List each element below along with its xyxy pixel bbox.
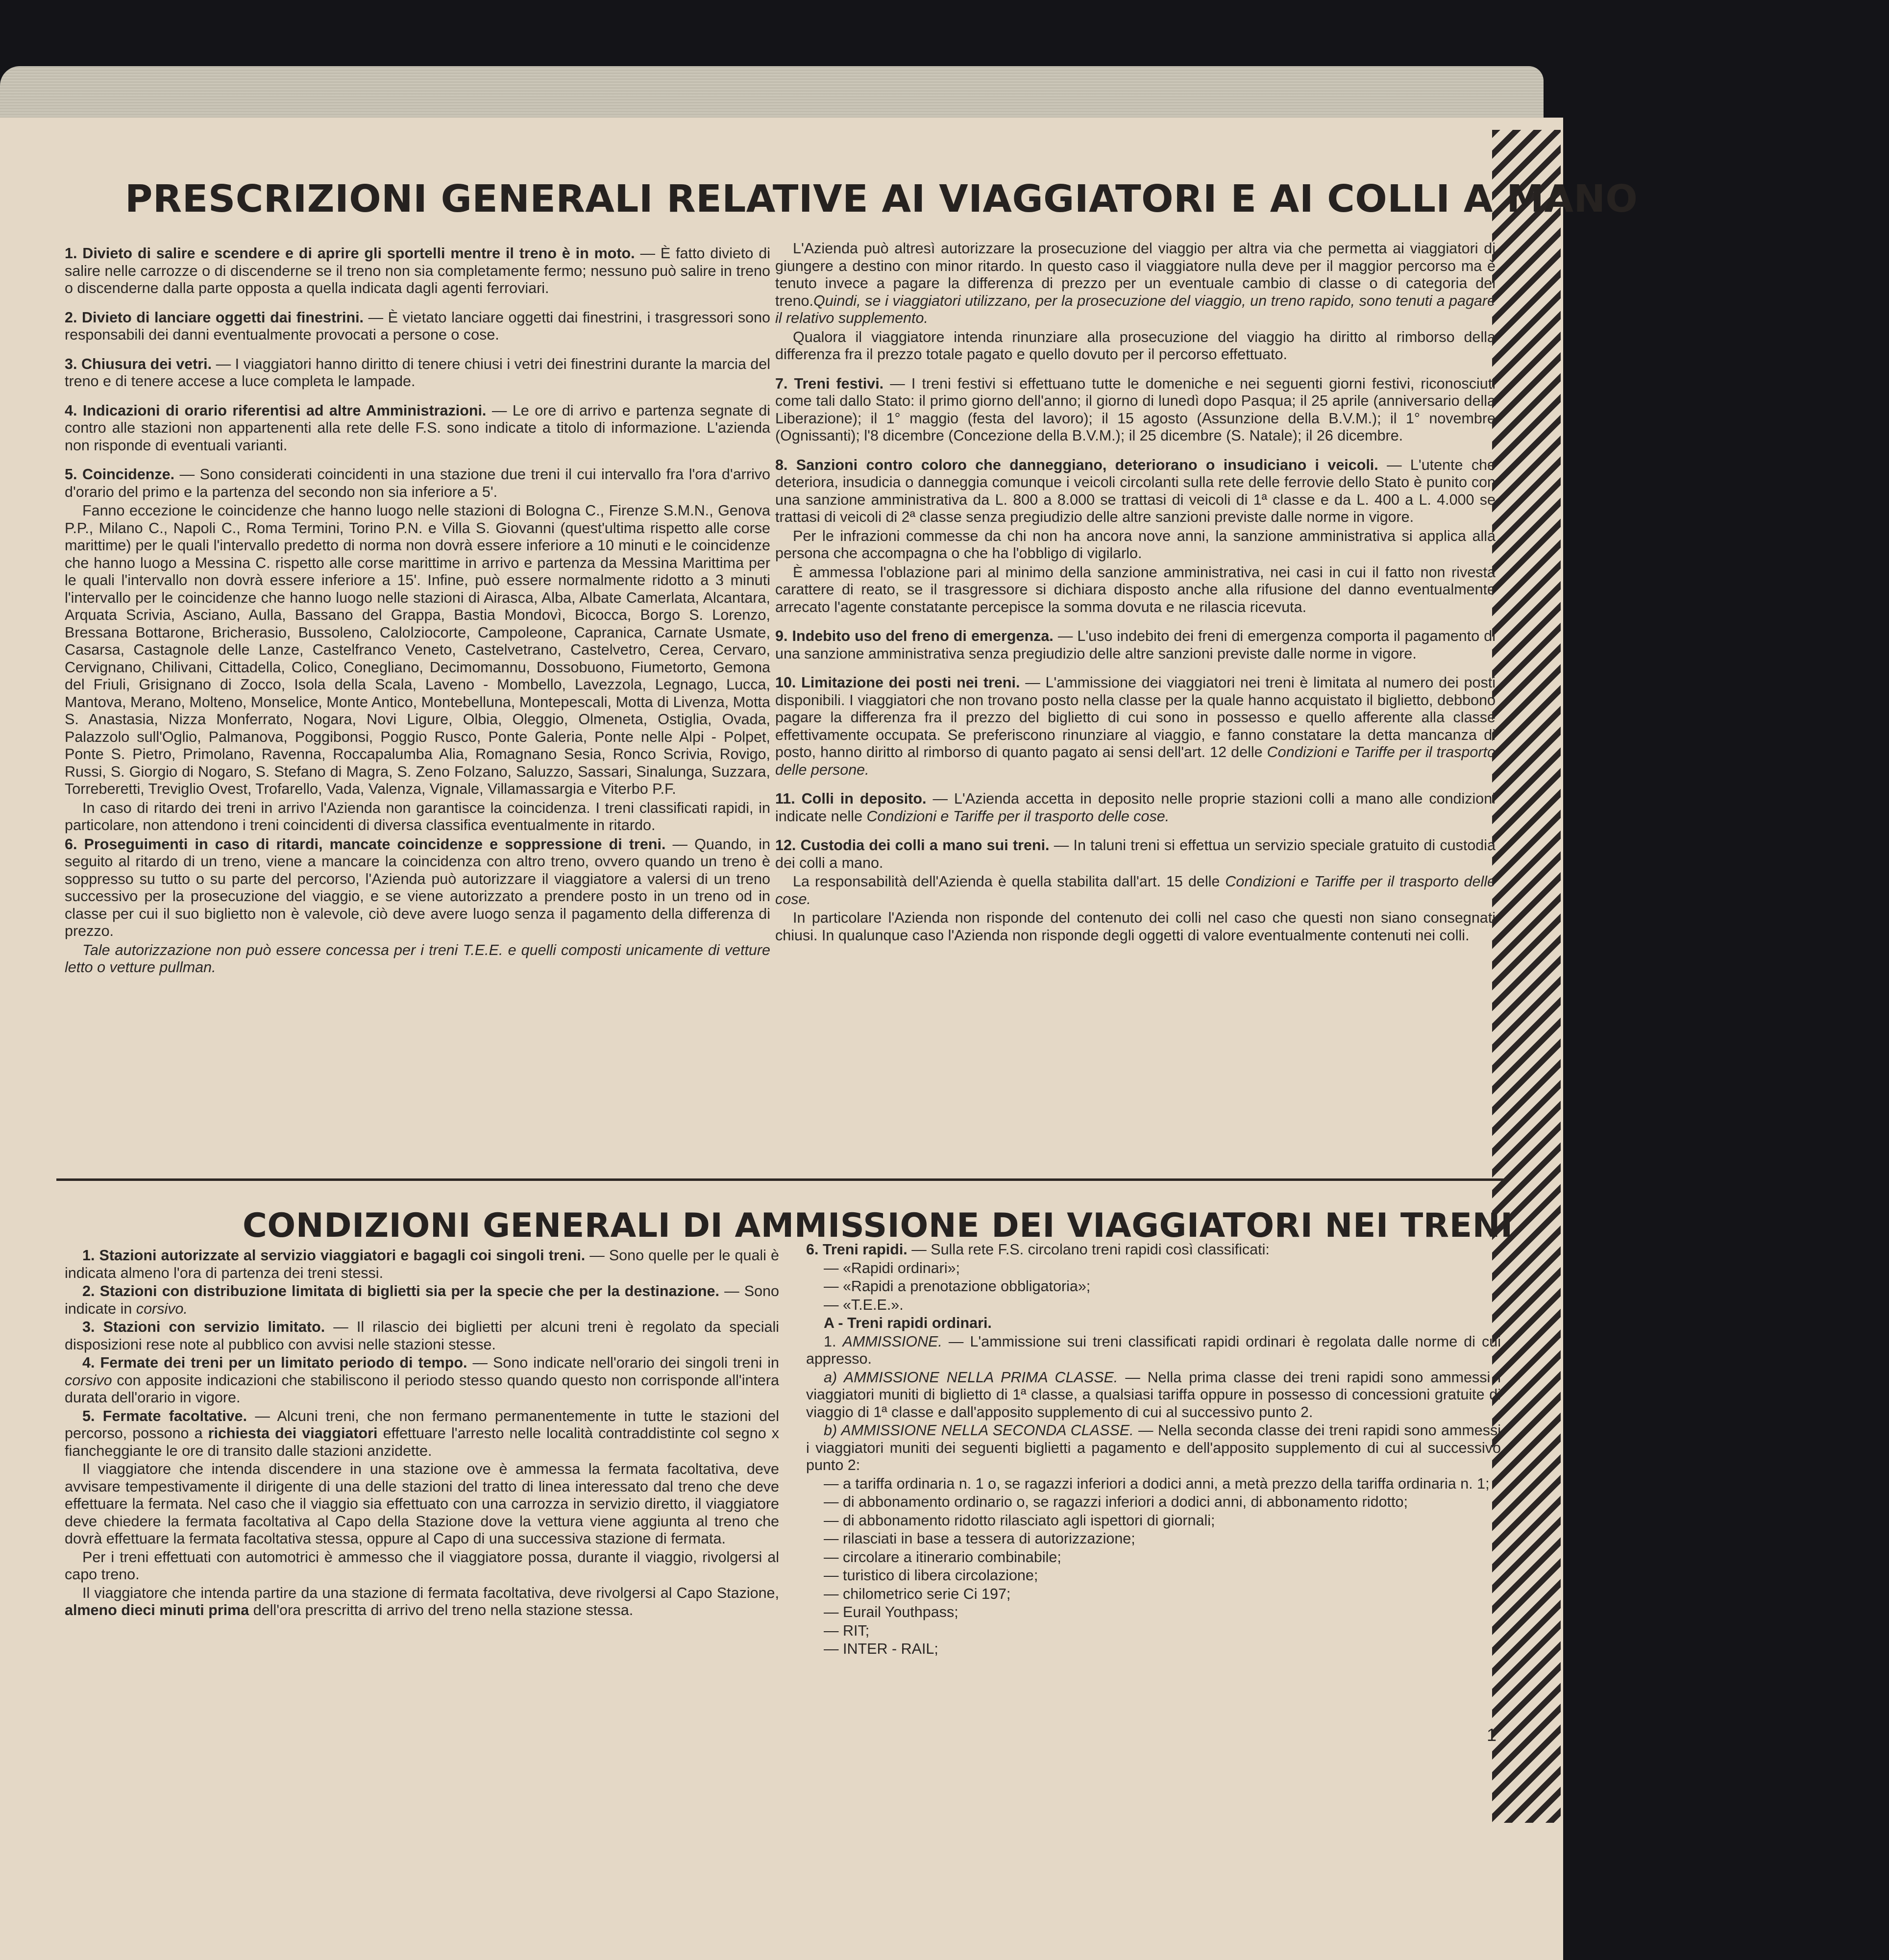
ticket-type: — circolare a itinerario combinabile; xyxy=(824,1548,1061,1566)
rule-5-exceptions: Fanno eccezione le coincidenze che hanno luogo nelle stazioni di Bologna C., Firenze S.M.N., Genova P.P., Milano C., Napoli C., Roma Termini, Torino P.N. e Villa S. Giovanni (quest'ultima rispetto alle corse marittime) per le quali l'intervallo predetto di norma non dovrà essere inferiore a 10 minuti e le coincidenze che hanno luogo a Messina C. rispetto alle corse marittime in arrivo e partenza da Messina Marittima per le quali l'intervallo non dovrà essere inferiore a 15'. Infine, può essere normalmente ridotto a 3 minuti l'intervallo per le coincidenze che hanno luogo nelle stazioni di Airasca, Alba, Albate Camerlata, Alcantara, Arquata Scrivia, Asciano, Aulla, Bassano del Grappa, Bastia Mondovì, Bicocca, Borgo S. Lorenzo, Bressana Bottarone, Bricherasio, Bussoleno, Calolziocorte, Campoleone, Capranica, Carnate Usmate, Casarsa, Castagnole delle Lanze, Castelfranco Veneto, Castelvetrano, Castelvetro, Cerea, Cervaro, Cervignano, Chilivani, Cittadella, Colico, Conegliano, Decimomannu, Dossobuono, Fiumetorto, Gemona del Friuli, Grisignano di Zocco, Isola della Scala, Laveno - Mombello, Lavezzola, Legnago, Lucca, Mantova, Merano, Molteno, Monselice, Monte Antico, Montebelluna, Montepescali, Motta di Livenza, Motta S. Anastasia, Nizza Monferrato, Nogara, Novi Ligure, Olbia, Oleggio, Olmeneta, Ostiglia, Ovada, Palazzolo sull'Oglio, Palmanova, Poggibonsi, Poggio Rusco, Ponte Galeria, Ponte nelle Alpi - Polpet, Ponte S. Pietro, Primolano, Ravenna, Roccapalumba Alia, Romagnano Sesia, Ronco Scrivia, Rovigo, Russi, S. Giorgio di Nogaro, S. Stefano di Magra, S. Zeno Folzano, Saluzzo, Sassari, Sinalunga, Suzzara, Torreberetti, Treviglio Ovest, Trofarello, Vada, Valenza, Vignale, Villamassargia e Viterbo P.F. xyxy=(65,502,770,797)
rule-12-contents: In particolare l'Azienda non risponde del contenuto dei colli nel caso che questi non siano consegnati chiusi. In qualunque caso l'Azienda non risponde degli oggetti di valore eventualmente contenuti nei colli. xyxy=(775,909,1496,944)
page-number: 1 xyxy=(1487,1725,1497,1745)
rule-1: 1. Divieto di salire e scendere e di aprire gli sportelli mentre il treno è in moto. — È fatto divieto di salire nelle carrozze o di discenderne se il treno non sia completamente fermo; nessuno può salire in treno o discenderne dalla parte opposta a quella indicata dagli agenti ferroviari. xyxy=(65,245,770,296)
rule-3: 3. Chiusura dei vetri. — I viaggiatori hanno diritto di tenere chiusi i vetri dei finestrini durante la marcia del treno e di tenere accese a luce completa le lampade. xyxy=(65,355,770,390)
rule-5-delays: In caso di ritardo dei treni in arrivo l'Azienda non garantisce la coincidenza. I treni classificati rapidi, in particolare, non attendono i treni coincidenti di diversa classifica eventualmente in ritardo. xyxy=(65,799,770,833)
rule-7: 7. Treni festivi. — I treni festivi si effettuano tutte le domeniche e nei seguenti giorni festivi, riconosciuti come tali dallo Stato: il primo giorno dell'anno; il giorno di lunedì dopo Pasqua; il 25 aprile (anniversario della Liberazione); il 1° maggio (festa del lavoro); il 15 agosto (Assunzione della B.V.M.); il 1° novembre (Ognissanti); l'8 dicembre (Concezione della B.V.M.); il 25 dicembre (S. Natale); il 26 dicembre. xyxy=(775,375,1496,444)
rule-6-continued: L'Azienda può altresì autorizzare la prosecuzione del viaggio per altra via che permetta ai viaggiatori di giungere a destino con minor ritardo. In questo caso il viaggiatore nulla deve per il maggior percorso ma è tenuto invece a pagare la differenza di prezzo per un eventuale cambio di classe o di categoria del treno.Quindi, se i viaggiatori utilizzano, per la prosecuzione del viaggio, un treno rapido, sono tenuti a pagare il relativo supplemento. xyxy=(775,240,1496,326)
ticket-type: — chilometrico serie Ci 197; xyxy=(824,1585,1011,1602)
section1-left-column xyxy=(65,245,770,988)
rule-5: 5. Coincidenze. — Sono considerati coincidenti in una stazione due treni il cui intervallo fra l'ora d'arrivo d'orario del primo e la partenza del secondo non sia inferiore a 5'. xyxy=(65,466,770,500)
section2-right-column xyxy=(806,1241,1501,1659)
rule-4: 4. Indicazioni di orario riferentisi ad altre Amministrazioni. — Le ore di arrivo e partenza segnate di contro alle stazioni non appartenenti alla rete delle F.S. sono indicate a titolo di informazione. L'azienda non risponde di eventuali varianti. xyxy=(65,402,770,454)
condition-2: 2. Stazioni con distribuzione limitata di biglietti sia per la specie che per la destinazione. — Sono indicate in corsivo. xyxy=(65,1283,779,1317)
condition-5-alight: Il viaggiatore che intenda discendere in una stazione ove è ammessa la fermata facoltativa, deve avvisare tempestivamente il dirigente di una delle stazioni del tratto di linea interessato dal treno che deve effettuare la fermata. Nel caso che il viaggio sia effettuato con una carrozza in servizio diretto, il viaggiatore deve chiedere la fermata facoltativa al Capo della Stazione dove la vettura viene aggiunta al treno che dovrà effettuare la fermata facoltativa stessa, oppure al Capo di una successiva stazione di fermata. xyxy=(65,1461,779,1547)
ticket-type: — di abbonamento ordinario o, se ragazzi inferiori a dodici anni, di abbonamento ridotto; xyxy=(824,1494,1408,1510)
condition-5-railcars: Per i treni effettuati con automotrici è ammesso che il viaggiatore possa, durante il viaggio, rivolgersi al capo treno. xyxy=(65,1548,779,1583)
condition-6: 6. Treni rapidi. — Sulla rete F.S. circolano treni rapidi così classificati: xyxy=(806,1241,1270,1258)
rule-12: 12. Custodia dei colli a mano sui treni. — In taluni treni si effettua un servizio speciale gratuito di custodia dei colli a mano. xyxy=(775,837,1496,871)
rapid-type: — «T.E.E.». xyxy=(824,1296,904,1313)
section1-right-column xyxy=(775,240,1496,946)
ticket-type: — RIT; xyxy=(824,1622,870,1639)
condition-5: 5. Fermate facoltative. — Alcuni treni, che non fermano permanentemente in tutte le stazioni del percorso, possono a richiesta dei viaggiatori effettuare l'arresto nelle località contraddistinte col segno x fiancheggiante le ore di transito dalle stazioni anzidette. xyxy=(65,1407,779,1459)
ticket-type: — turistico di libera circolazione; xyxy=(824,1567,1038,1584)
rule-8: 8. Sanzioni contro coloro che danneggiano, deteriorano o insudiciano i veicoli. — L'utente che deteriora, insudicia o danneggia comunque i veicoli circolanti sulla rete delle ferrovie dello Stato è punito con una sanzione amministrativa da L. 800 a 8.000 se trattasi di veicoli di 1ª classe e da L. 400 a L. 4.000 se trattasi di veicoli di 2ª classe senza pregiudizio delle altre sanzioni previste dalle norme in vigore. xyxy=(775,456,1496,525)
rule-11: 11. Colli in deposito. — L'Azienda accetta in deposito nelle proprie stazioni colli a mano alle condizioni indicate nelle Condizioni e Tariffe per il trasporto delle cose. xyxy=(775,790,1496,825)
rule-6-refund: Qualora il viaggiatore intenda rinunziare alla prosecuzione del viaggio ha diritto al rimborso della differenza fra il prezzo totale pagato e quello dovuto per il percorso effettuato. xyxy=(775,328,1496,363)
rule-9: 9. Indebito uso del freno di emergenza. — L'uso indebito dei freni di emergenza comporta il pagamento di una sanzione amministrativa senza pregiudizio delle altre sanzioni previste dalle norme in vigore. xyxy=(775,628,1496,662)
condition-3: 3. Stazioni con servizio limitato. — Il rilascio dei biglietti per alcuni treni è regolato da speciali disposizioni rese note al pubblico con avvisi nelle stazioni stesse. xyxy=(65,1319,779,1353)
condition-4: 4. Fermate dei treni per un limitato periodo di tempo. — Sono indicate nell'orario dei singoli treni in corsivo con apposite indicazioni che stabiliscono il periodo stesso quando questo non corrisponde all'intera durata dell'orario in vigore. xyxy=(65,1354,780,1406)
ticket-type: — rilasciati in base a tessera di autorizzazione; xyxy=(824,1530,1135,1547)
section-title-prescrizioni: PRESCRIZIONI GENERALI RELATIVE AI VIAGGIATORI E AI COLLI A MANO xyxy=(125,177,1638,221)
rule-6: 6. Proseguimenti in caso di ritardi, mancate coincidenze e soppressione di treni. — Quando, in seguito al ritardo di un treno, viene a mancare la coincidenza con altro treno, ovvero quando un treno è soppresso su tutto o su parte del percorso, l'Azienda può autorizzare il viaggiatore a valersi di un treno successivo per la prosecuzione del viaggio, e se viene autorizzato a prendere posto in un treno od in classe per cui il suo biglietto non è valevole, ciò deve avere luogo senza il pagamento della differenza di prezzo. xyxy=(65,835,771,939)
rapid-type: — «Rapidi a prenotazione obbligatoria»; xyxy=(824,1278,1091,1295)
rule-10: 10. Limitazione dei posti nei treni. — L'ammissione dei viaggiatori nei treni è limitata al numero dei posti disponibili. I viaggiatori che non trovano posto nella classe per la quale hanno acquistato il biglietto, debbono pagare la differenza fra il prezzo del biglietto di cui sono in possesso e quello afferente alla classe effettivamente occupata. Se preferiscono rinunziare al viaggio, e fanno constatare la detta mancanza di posto, hanno diritto al rimborso di quanto pagato ai sensi dell'art. 12 delle Condizioni e Tariffe per il trasporto delle persone. xyxy=(775,674,1496,778)
section-divider xyxy=(56,1178,1504,1181)
rule-8-oblation: È ammessa l'oblazione pari al minimo della sanzione amministrativa, nei casi in cui il fatto non rivesta carattere di reato, se il trasgressore si dichiara disposto anche alla rifusione del danno eventualmente arrecato l'agente constatante percepisce la somma dovuta e ne rilascia ricevuta. xyxy=(775,564,1496,615)
section-title-condizioni: CONDIZIONI GENERALI DI AMMISSIONE DEI VIAGGIATORI NEI TRENI xyxy=(243,1206,1513,1245)
ticket-type: — Eurail Youthpass; xyxy=(824,1604,958,1620)
rule-2: 2. Divieto di lanciare oggetti dai finestrini. — È vietato lanciare oggetti dai finestrini, i trasgressori sono responsabili dei danni eventualmente provocati a persone o cose. xyxy=(65,309,771,343)
ticket-type: — a tariffa ordinaria n. 1 o, se ragazzi inferiori a dodici anni, a metà prezzo della tariffa ordinaria n. 1; xyxy=(824,1475,1490,1492)
subhead-rapidi-ordinari: A - Treni rapidi ordinari. xyxy=(824,1315,992,1331)
page-edge-stripes xyxy=(1492,130,1561,1823)
condition-1: 1. Stazioni autorizzate al servizio viaggiatori e bagagli coi singoli treni. — Sono quelle per le quali è indicata almeno l'ora di partenza dei treni stessi. xyxy=(65,1247,779,1281)
ammissione-seconda-classe: b) AMMISSIONE NELLA SECONDA CLASSE. — Nella seconda classe dei treni rapidi sono ammessi i viaggiatori muniti dei seguenti biglietti a pagamento e dell'apposito supplemento di cui al successivo punto 2: xyxy=(806,1422,1501,1473)
ticket-type: — INTER - RAIL; xyxy=(824,1641,938,1657)
ammissione-prima-classe: a) AMMISSIONE NELLA PRIMA CLASSE. — Nella prima classe dei treni rapidi sono ammessi i viaggiatori muniti di biglietto di 1ª classe, a qualsiasi tariffa oppure in possesso di concessioni gratuite di viaggio di 1ª classe e dall'apposito supplemento di cui al successivo punto 2. xyxy=(806,1369,1501,1421)
rapid-type: — «Rapidi ordinari»; xyxy=(824,1259,960,1276)
rule-12-responsibility: La responsabilità dell'Azienda è quella stabilita dall'art. 15 delle Condizioni e Tariffe per il trasporto delle cose. xyxy=(775,873,1496,907)
ticket-type: — di abbonamento ridotto rilasciato agli ispettori di giornali; xyxy=(824,1512,1215,1529)
ammissione: 1. AMMISSIONE. — L'ammissione sui treni classificati rapidi ordinari è regolata dalle norme di cui appresso. xyxy=(806,1333,1501,1367)
section2-left-column xyxy=(65,1247,779,1620)
rule-8-minors: Per le infrazioni commesse da chi non ha ancora nove anni, la sanzione amministrativa si applica alla persona che accompagna o che ha l'obbligo di vigilarlo. xyxy=(775,527,1496,562)
condition-5-depart: Il viaggiatore che intenda partire da una stazione di fermata facoltativa, deve rivolgersi al Capo Stazione, almeno dieci minuti prima dell'ora prescritta di arrivo del treno nella stazione stessa. xyxy=(65,1584,779,1618)
rule-6-note: Tale autorizzazione non può essere concessa per i treni T.E.E. e quelli composti unicamente di vetture letto o vetture pullman. xyxy=(65,941,770,976)
